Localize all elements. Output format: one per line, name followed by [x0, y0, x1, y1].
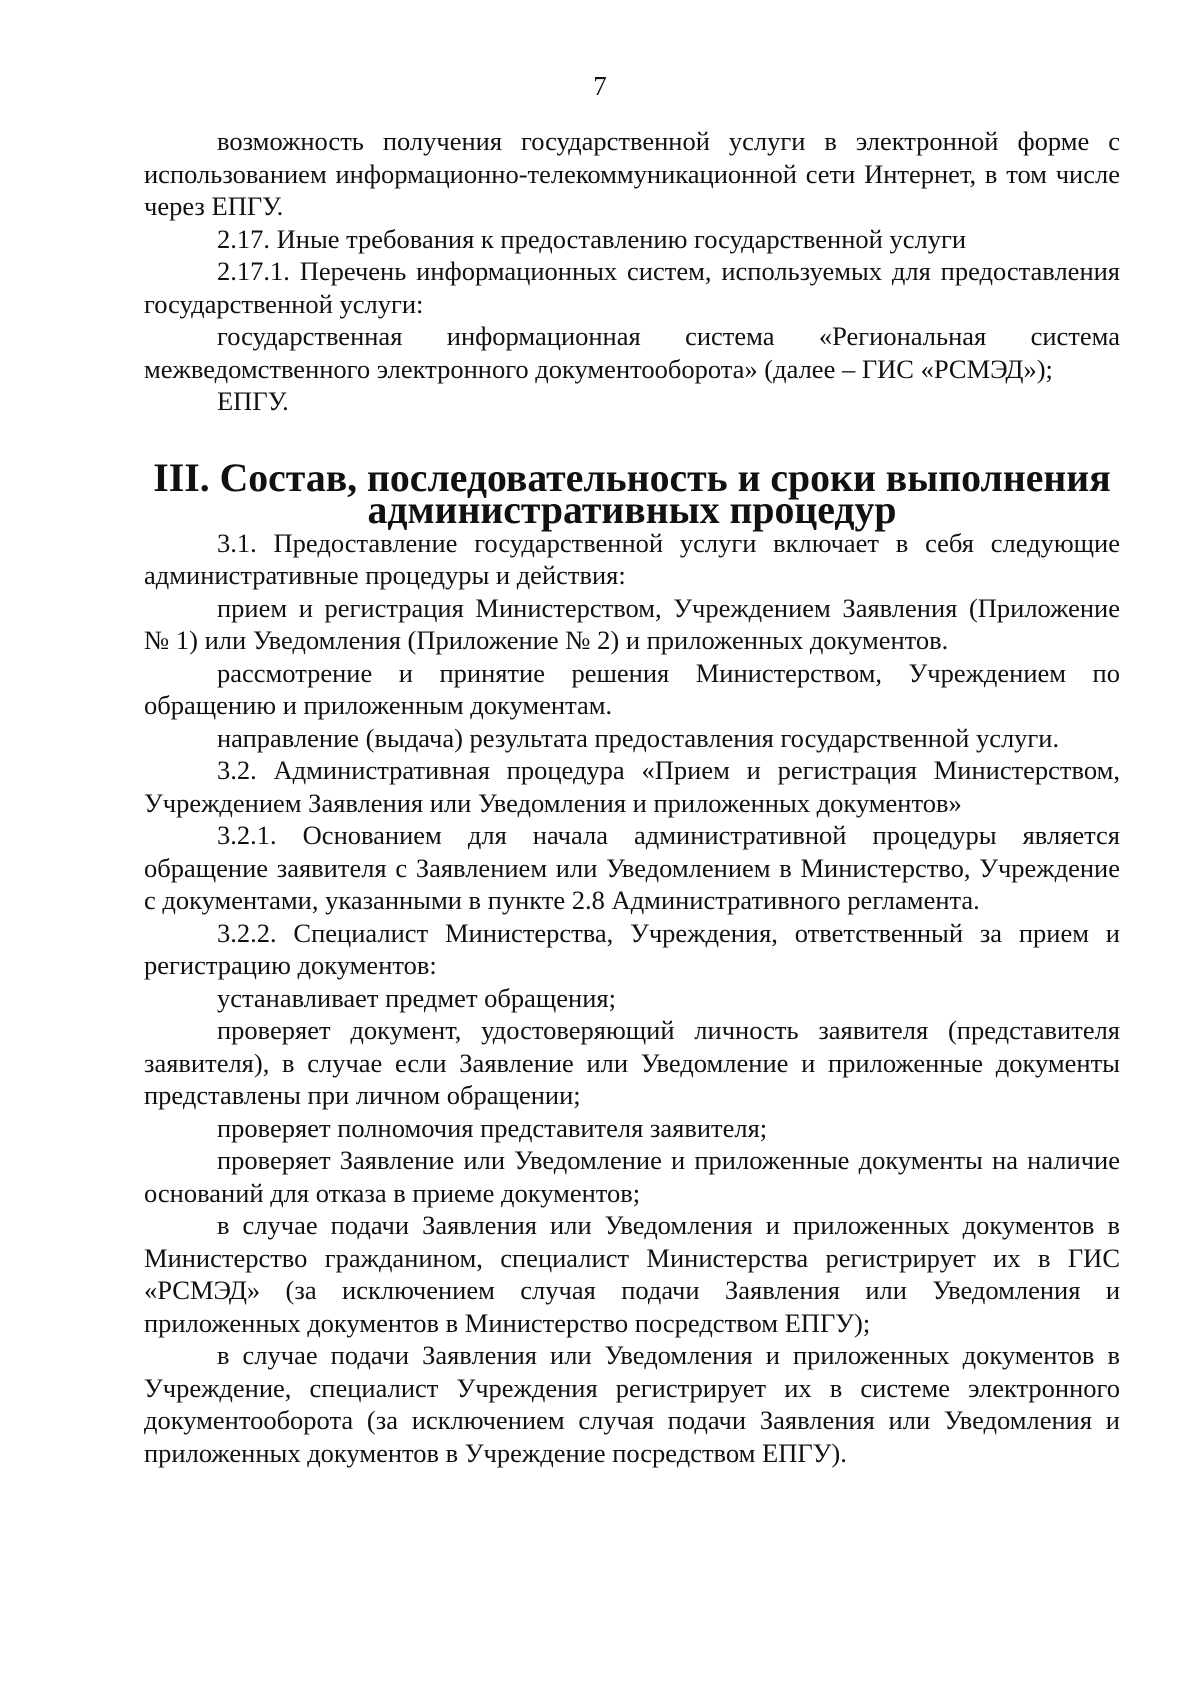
section-heading-line-2: административных процедур — [367, 488, 897, 532]
paragraph-institution-registration: в случае подачи Заявления или Уведомления и приложенных документов в Учреждение, специалист Учреждения регистрирует их в системе электронного документооборота (за исключением случая подачи Заявления или Уведомления и приложенных документов в Учреждение посредством ЕПГУ). — [144, 1340, 1120, 1468]
section-heading — [144, 455, 1120, 532]
paragraph-subject: устанавливает предмет обращения; — [217, 982, 616, 1013]
paragraph-ministry-registration: в случае подачи Заявления или Уведомления и приложенных документов в Министерство гражданином, специалист Министерства регистрирует их в ГИС «РСМЭД» (за исключением случая подачи Заявления или Уведомления и приложенных документов в Министерство посредством ЕПГУ); — [144, 1210, 1120, 1338]
paragraph-3-2-1: 3.2.1. Основанием для начала административной процедуры является обращение заявителя с Заявлением или Уведомлением в Министерство, Учреждение с документами, указанными в пункте 2.8 Административного регламента. — [144, 820, 1120, 915]
paragraph-3-2: 3.2. Административная процедура «Прием и регистрация Министерством, Учреждением Заявления или Уведомления и приложенных документов» — [144, 755, 1120, 818]
paragraph-identity-check: проверяет документ, удостоверяющий личность заявителя (представителя заявителя), в случае если Заявление или Уведомление и приложенные документы представлены при личном обращении; — [144, 1015, 1120, 1110]
paragraph-gis-rsmed: государственная информационная система «Региональная система межведомственного электронного документооборота» (далее – ГИС «РСМЭД»); — [144, 321, 1120, 384]
paragraph-epgu: ЕПГУ. — [217, 386, 289, 416]
paragraph-procedure-reception: прием и регистрация Министерством, Учреждением Заявления (Приложение № 1) или Уведомления (Приложение № 2) и приложенных документов. — [144, 592, 1120, 655]
paragraph-refusal-grounds: проверяет Заявление или Уведомление и приложенные документы на наличие оснований для отказа в приеме документов; — [144, 1145, 1120, 1208]
paragraph-3-2-2: 3.2.2. Специалист Министерства, Учреждения, ответственный за прием и регистрацию документов: — [144, 917, 1120, 980]
page-number: 7 — [593, 71, 607, 101]
paragraph-2-17-1: 2.17.1. Перечень информационных систем, используемых для предоставления государственной услуги: — [144, 256, 1120, 319]
paragraph-2-17: 2.17. Иные требования к предоставлению государственной услуги — [217, 223, 967, 254]
paragraph-3-1: 3.1. Предоставление государственной услуги включает в себя следующие административные процедуры и действия: — [144, 527, 1120, 590]
section-heading-line-1: III. Состав, последовательность и сроки выполнения — [153, 455, 1111, 500]
document-body — [144, 125, 1120, 1469]
paragraph-procedure-result: направление (выдача) результата предоставления государственной услуги. — [217, 722, 1060, 753]
paragraph-authority-check: проверяет полномочия представителя заявителя; — [217, 1112, 768, 1143]
paragraph-procedure-review: рассмотрение и принятие решения Министерством, Учреждением по обращению и приложенным документам. — [144, 657, 1120, 720]
paragraph-electronic-form: возможность получения государственной услуги в электронной форме с использованием информационно-телекоммуникационной сети Интернет, в том числе через ЕПГУ. — [144, 126, 1120, 221]
